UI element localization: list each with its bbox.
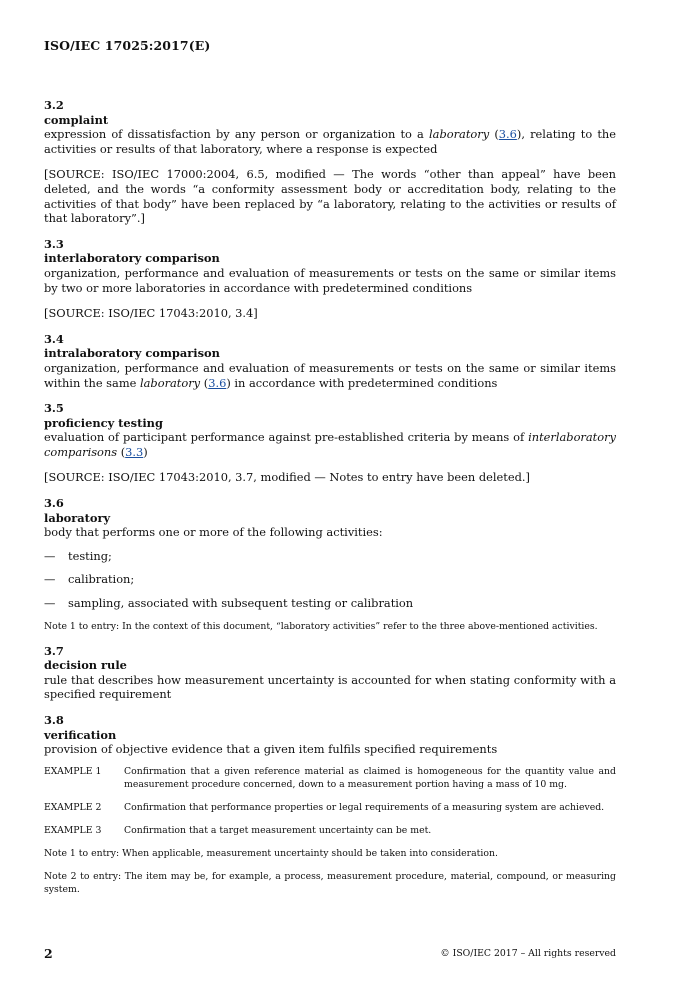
list-item-text: calibration; [68,572,135,587]
dash-bullet: — [44,596,56,611]
term-definition [44,127,616,156]
term-number: 3.6 [44,496,64,511]
term-number: 3.2 [44,98,64,112]
term-number: 3.3 [44,236,64,251]
term-definition: organization, performance and evaluation of measurements or tests on the same or similar items by two or more laboratories in accordance with predetermined conditions [44,265,616,295]
example-item [44,801,616,814]
term-definition [44,361,616,390]
examples-block [44,765,616,896]
term-title: complaint [44,112,109,127]
example-text: Confirmation that a given reference material as claimed is homogeneous for the quantity value and measurement procedure concerned, down to a measurement portion having a mass of 10 mg. [124,765,616,790]
list-item [44,572,616,587]
term-title: interlaboratory comparison [44,251,220,266]
definition-text: evaluation of participant performance against pre-established criteria by means of [44,430,529,445]
example-text: Confirmation that a target measurement uncertainty can be met. [124,824,432,836]
definition-text: ) in accordance with predetermined conditions [226,375,498,390]
term-title: intralaboratory comparison [44,346,220,361]
example-item [44,765,616,791]
term-source: [SOURCE: ISO/IEC 17043:2010, 3.4] [44,306,258,321]
definition-text: ( [117,444,126,459]
example-label: EXAMPLE 3 [44,824,102,836]
note-to-entry: Note 1 to entry: In the context of this document, “laboratory activities” refer to the three above-mentioned activities. [44,620,598,632]
definition-italic-term: laboratory [139,375,201,390]
term-entry-3-5 [44,401,616,485]
dash-bullet: — [44,572,56,587]
term-entry-3-7 [44,644,616,702]
term-entry-3-2 [44,98,616,226]
cross-reference-link[interactable]: 3.6 [498,127,517,142]
note-to-entry: Note 2 to entry: The item may be, for example, a process, measurement procedure, material, compound, or measuring system. [44,870,616,895]
definition-text: ), relating to the activities or results of that laboratory, where a response is expected [44,127,616,156]
example-text: Confirmation that performance properties or legal requirements of a measuring system are achieved. [124,801,605,813]
list-item [44,549,616,564]
term-entry-3-6 [44,496,616,633]
term-entry-3-4 [44,332,616,390]
definition-text: ( [489,127,499,142]
term-number: 3.5 [44,401,64,416]
term-source: [SOURCE: ISO/IEC 17000:2004, 6.5, modified — The words “other than appeal” have been deleted, and the words “a conformity assessment body or accreditation body, relating to the activities of that body” have been replaced by “a laboratory, relating to the activities or results of that laboratory”.] [44,167,616,226]
definition-italic-term: laboratory [429,127,490,142]
term-source: [SOURCE: ISO/IEC 17043:2010, 3.7, modified — Notes to entry have been deleted.] [44,470,530,485]
definition-text: ) [143,444,148,459]
definition-text: ( [200,375,209,390]
term-definition [44,430,616,459]
example-item [44,824,616,837]
document-header: ISO/IEC 17025:2017(E) [44,38,211,53]
term-entry-3-8 [44,713,616,896]
term-title: verification [44,727,117,742]
dash-bullet: — [44,548,56,563]
definition-text: expression of dissatisfaction by any person or organization to a [44,127,430,142]
term-definition: provision of objective evidence that a given item fulfils specified requirements [44,742,498,757]
definition-text: organization, performance and evaluation of measurements or tests on the same or similar items within the same [44,360,616,390]
term-title: decision rule [44,658,127,673]
list-item-text: sampling, associated with subsequent testing or calibration [68,596,414,611]
document-body [44,98,616,907]
term-number: 3.8 [44,713,64,727]
page-number: 2 [44,946,53,961]
note-to-entry: Note 1 to entry: When applicable, measurement uncertainty should be taken into consideration. [44,847,498,859]
term-number: 3.7 [44,643,64,658]
copyright-notice: © ISO/IEC 2017 – All rights reserved [440,948,616,959]
example-label: EXAMPLE 1 [44,765,102,777]
term-title: proficiency testing [44,415,163,430]
term-number: 3.4 [44,331,64,346]
term-definition: rule that describes how measurement uncertainty is accounted for when stating conformity with a specified requirement [44,672,616,702]
term-entry-3-3 [44,237,616,321]
cross-reference-link[interactable]: 3.3 [125,444,144,459]
list-item [44,596,616,611]
definition-italic-term: interlaboratory comparisons [44,430,616,459]
cross-reference-link[interactable]: 3.6 [208,375,227,390]
term-definition: body that performs one or more of the following activities: [44,525,383,540]
example-label: EXAMPLE 2 [44,801,102,813]
list-item-text: testing; [68,548,112,563]
activity-list [44,549,616,611]
term-title: laboratory [44,510,111,525]
